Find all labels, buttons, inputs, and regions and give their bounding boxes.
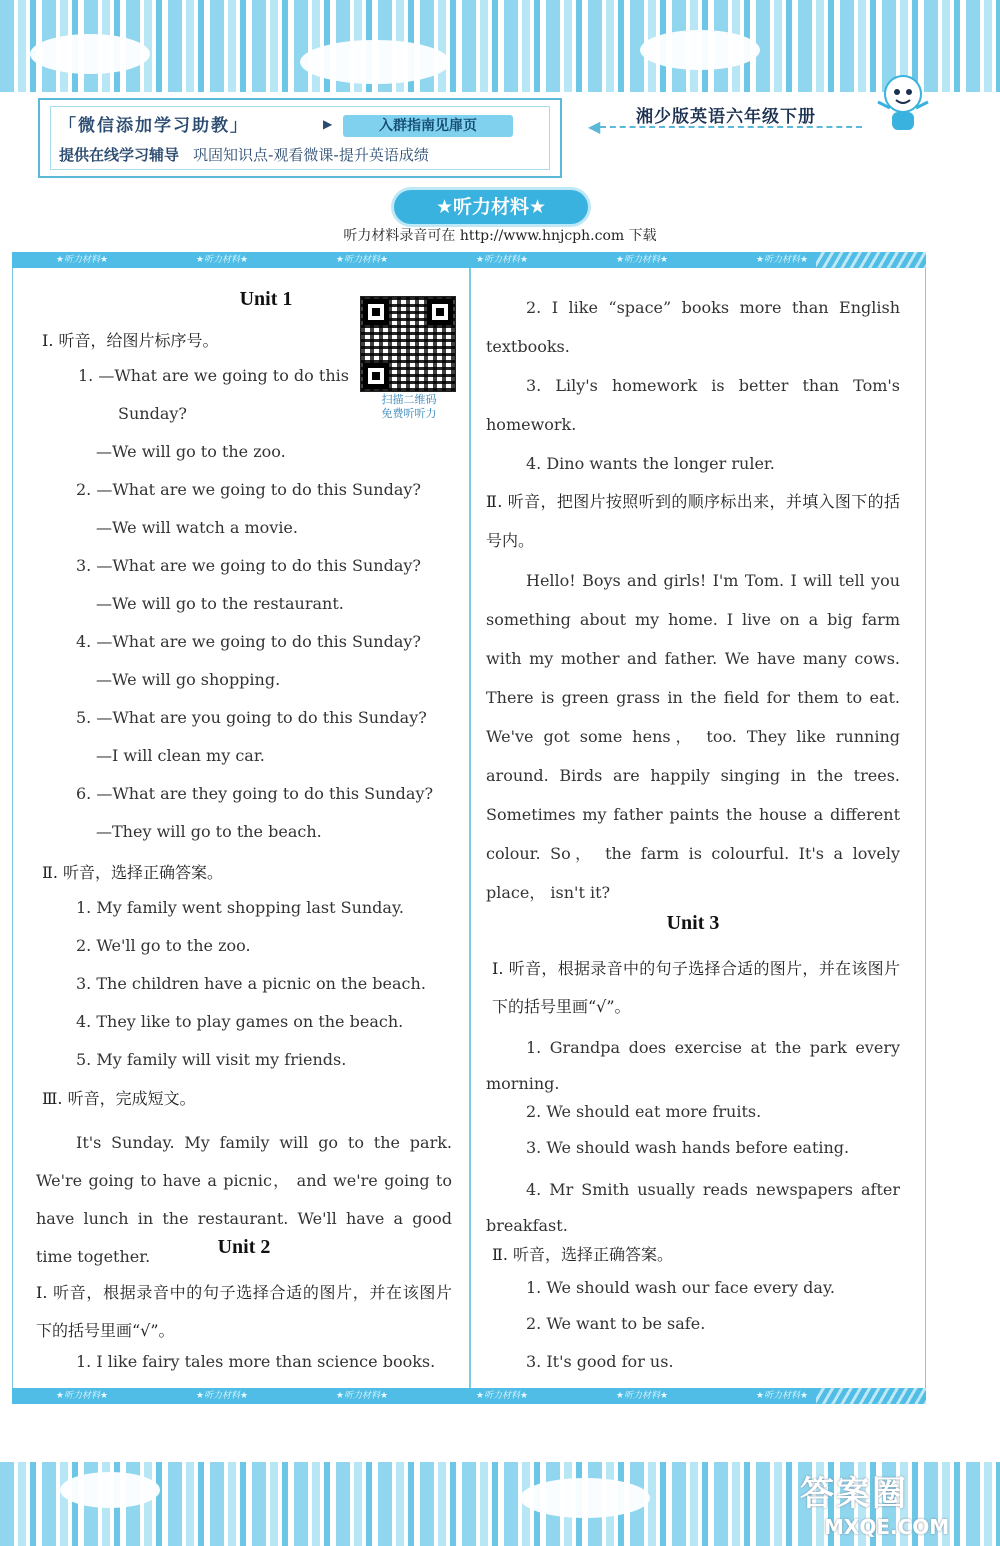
transcript-line: —They will go to the beach. [96, 822, 322, 841]
transcript-line: 3. We should wash hands before eating. [526, 1138, 850, 1157]
bar-stripes [816, 1388, 926, 1404]
frame-bar-label: ★听力材料★ [475, 1391, 529, 1401]
transcript-line: 1. We should wash our face every day. [526, 1278, 835, 1297]
transcript-line: 4. Dino wants the longer ruler. [526, 454, 775, 473]
transcript-line: 1. Grandpa does exercise at the park every morning. [486, 1038, 900, 1093]
transcript-line: —We will go shopping. [96, 670, 281, 689]
frame-bar-label: ★听力材料★ [335, 1391, 389, 1401]
cloud-shape [30, 34, 150, 74]
section-heading: Ⅲ. 听音，完成短文。 [42, 1089, 196, 1108]
cloud-shape [520, 1478, 650, 1518]
frame-top-bar [12, 252, 926, 268]
section-heading: Ⅱ. 听音，把图片按照听到的顺序标出来，并填入图下的括号内。 [486, 492, 900, 550]
promo-line-1: 「微信添加学习助教」 [59, 116, 249, 136]
transcript-line: 3. It's good for us. [526, 1352, 674, 1371]
frame-bar-label: ★听力材料★ [195, 255, 249, 265]
transcript-line: 5. —What are you going to do this Sunday? [76, 708, 427, 727]
frame-bar-label: ★听力材料★ [55, 1391, 109, 1401]
promo-tag: 入群指南见扉页 [343, 115, 513, 137]
promo-line-2 [59, 144, 541, 165]
transcript-line: 1. —What are we going to do this [78, 366, 349, 385]
cloud-shape [60, 1472, 160, 1508]
qr-caption [362, 393, 456, 421]
section-heading: I. 听音，根据录音中的句子选择合适的图片，并在该图片下的括号里画“√”。 [492, 959, 900, 1016]
watermark-big: 答案圈 [800, 1474, 908, 1514]
frame-bar-label: ★听力材料★ [195, 1391, 249, 1401]
transcript-line: —We will go to the zoo. [96, 442, 286, 461]
mascot-icon [868, 72, 938, 138]
frame-bottom-bar [12, 1388, 926, 1404]
passage-paragraph: It's Sunday. My family will go to the park. We're going to have a picnic， and we're going to have lunch in the restaurant. We'll have a good time together. [36, 1133, 452, 1266]
top-decorative-band [0, 0, 1000, 92]
section-heading: Ⅱ. 听音，选择正确答案。 [492, 1245, 674, 1264]
unit-title: Unit 2 [217, 1236, 271, 1258]
book-title: 湘少版英语六年级下册 [636, 107, 816, 127]
frame-bar-label: ★听力材料★ [615, 1391, 669, 1401]
frame-bar-label: ★听力材料★ [615, 255, 669, 265]
section-banner: ★听力材料★ [394, 190, 588, 224]
cloud-shape [640, 30, 760, 70]
arrow-left-icon: ◀ [588, 117, 601, 136]
passage-paragraph: Hello! Boys and girls! I'm Tom. I will tell you something about my home. I live on a big farm with my mother and father. We have many cows. There is green grass in the field for them to eat. We've got some hens， too. They like running around. Birds are happily singing in the trees. Sometimes my father paints the house a different colour. So， the farm is colourful. It's a lovely place， isn't it? [486, 571, 900, 902]
transcript-line: 3. Lily's homework is better than Tom's homework. [486, 376, 900, 434]
frame-bar-label: ★听力材料★ [755, 255, 809, 265]
transcript-line: 1. My family went shopping last Sunday. [76, 898, 404, 917]
transcript-line: 3. The children have a picnic on the beach. [76, 974, 426, 993]
promo-line-2b: 巩固知识点-观看微课-提升英语成绩 [193, 146, 429, 164]
frame-bar-label: ★听力材料★ [335, 255, 389, 265]
transcript-line: 1. I like fairy tales more than science books. [76, 1352, 436, 1371]
section-heading: I. 听音，根据录音中的句子选择合适的图片，并在该图片下的括号里画“√”。 [36, 1283, 452, 1340]
qr-caption-line: 免费听听力 [381, 407, 437, 420]
frame-bar-label: ★听力材料★ [755, 1391, 809, 1401]
transcript-line: 6. —What are they going to do this Sunday? [76, 784, 434, 803]
transcript-line: Sunday? [118, 404, 187, 423]
transcript-line: 4. —What are we going to do this Sunday? [76, 632, 421, 651]
transcript-line: 3. —What are we going to do this Sunday? [76, 556, 421, 575]
unit-title: Unit 3 [666, 912, 720, 934]
site-watermark [800, 1466, 990, 1542]
section-heading: Ⅰ. 听音，给图片标序号。 [42, 331, 219, 350]
transcript-line: 2. We want to be safe. [526, 1314, 706, 1333]
transcript-line: —I will clean my car. [96, 746, 265, 765]
transcript-line: 2. We should eat more fruits. [526, 1102, 762, 1121]
promo-header-box [38, 98, 562, 178]
watermark-small: MXQE.COM [824, 1515, 950, 1539]
transcript-line: 4. They like to play games on the beach. [76, 1012, 404, 1031]
transcript-line: 4. Mr Smith usually reads newspapers after breakfast. [486, 1180, 900, 1235]
transcript-line: —We will watch a movie. [96, 518, 298, 537]
cloud-shape [300, 40, 450, 84]
download-note: 听力材料录音可在 http://www.hnjcph.com 下载 [343, 228, 657, 244]
section-heading: Ⅱ. 听音，选择正确答案。 [42, 863, 224, 882]
frame-bar-label: ★听力材料★ [55, 255, 109, 265]
transcript-line: —We will go to the restaurant. [96, 594, 344, 613]
transcript-line: 2. We'll go to the zoo. [76, 936, 251, 955]
play-arrow-icon: ▶ [323, 117, 333, 131]
column-divider [469, 268, 471, 1388]
transcript-line: 2. —What are we going to do this Sunday? [76, 480, 421, 499]
unit-title: Unit 1 [239, 288, 293, 310]
promo-line-2a: 提供在线学习辅导 [59, 146, 180, 164]
bar-stripes [816, 252, 926, 268]
qr-caption-line: 扫描二维码 [381, 393, 437, 406]
transcript-line: 5. My family will visit my friends. [76, 1050, 347, 1069]
transcript-line: 2. I like “space” books more than English textbooks. [486, 298, 900, 356]
frame-bar-label: ★听力材料★ [475, 255, 529, 265]
